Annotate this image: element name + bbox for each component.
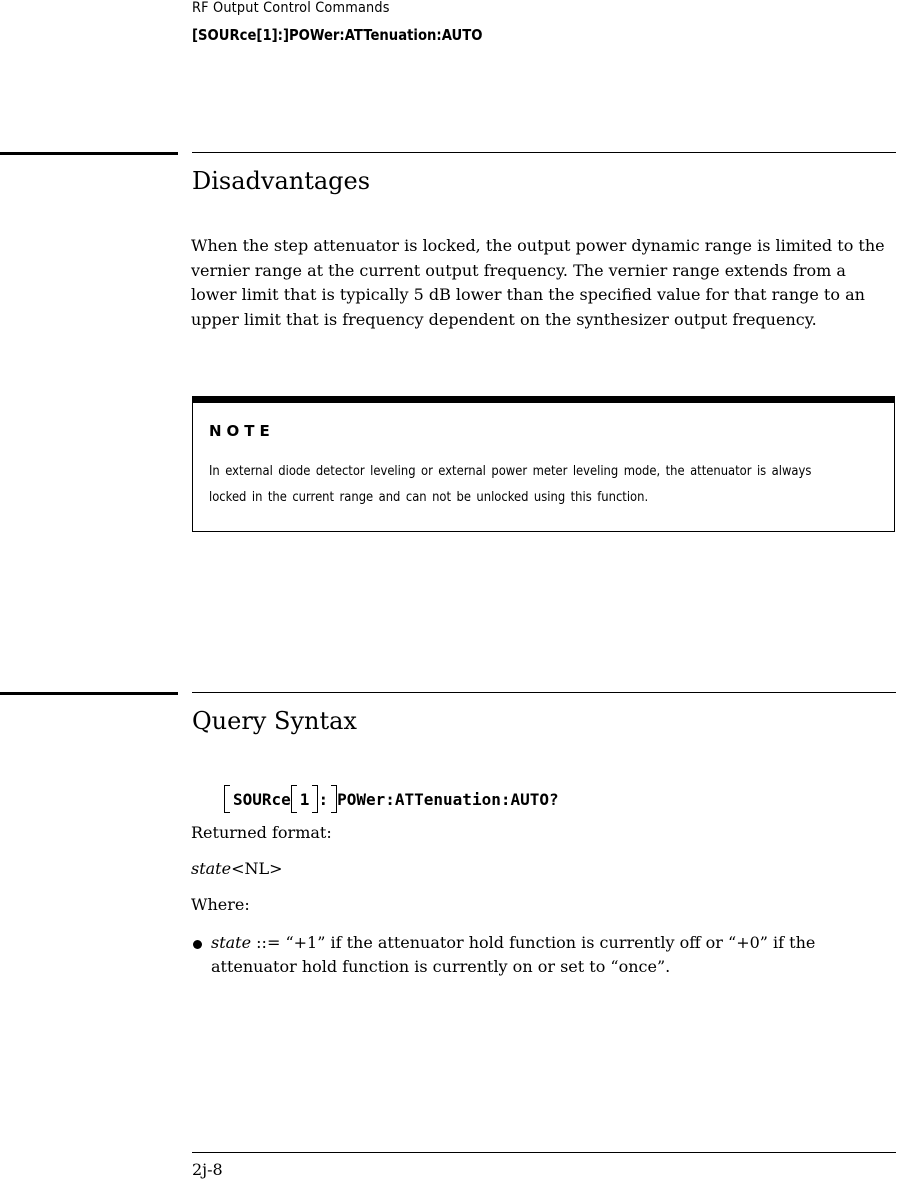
disadvantages-heading: Disadvantages xyxy=(192,167,371,195)
query-syntax-line xyxy=(224,784,559,814)
returned-format-value xyxy=(191,859,283,878)
syntax-index: 1 xyxy=(299,789,310,809)
section-rule-thin xyxy=(192,692,896,693)
running-header-section: RF Output Control Commands xyxy=(192,0,390,16)
returned-format-label: Returned format: xyxy=(191,823,332,842)
where-label: Where: xyxy=(191,895,250,914)
section-rule-thin xyxy=(192,152,896,153)
disadvantages-paragraph: When the step attenuator is locked, the output power dynamic range is limited to the vernier range at the current output frequency. The vernier range extends from a lower limit that is typically 5 dB lower than the specified value for that range to an upper limit that is frequency dependent on the synthesizer output frequency. xyxy=(191,236,885,329)
bullet-param: state xyxy=(211,933,252,952)
query-syntax-heading: Query Syntax xyxy=(192,707,357,735)
syntax-source: SOURce xyxy=(233,789,291,809)
bullet-definition xyxy=(211,931,901,979)
note-box xyxy=(192,396,895,532)
section-rule-thick xyxy=(0,692,178,695)
bullet-text: ::= “+1” if the attenuator hold function is currently off or “+0” if the attenuator hold function is currently on or set to “once”. xyxy=(211,933,816,976)
section-rule-thick xyxy=(0,152,178,155)
running-header-command: [SOURce[1]:]POWer:ATTenuation:AUTO xyxy=(192,26,483,44)
syntax-rest: POWer:ATTenuation:AUTO? xyxy=(337,789,559,809)
footer-rule xyxy=(192,1152,896,1153)
note-heading: NOTE xyxy=(209,422,275,440)
returned-param: state xyxy=(191,859,232,878)
optional-open-bracket xyxy=(291,785,297,813)
note-text: In external diode detector leveling or external power meter leveling mode, the attenuator is always locked in the current range and can not be unlocked using this function. xyxy=(209,464,812,505)
bullet-icon xyxy=(193,940,202,949)
page-number: 2j-8 xyxy=(192,1160,223,1179)
syntax-colon: : xyxy=(318,789,329,809)
optional-open-bracket xyxy=(224,785,230,813)
returned-suffix: <NL> xyxy=(231,859,283,878)
